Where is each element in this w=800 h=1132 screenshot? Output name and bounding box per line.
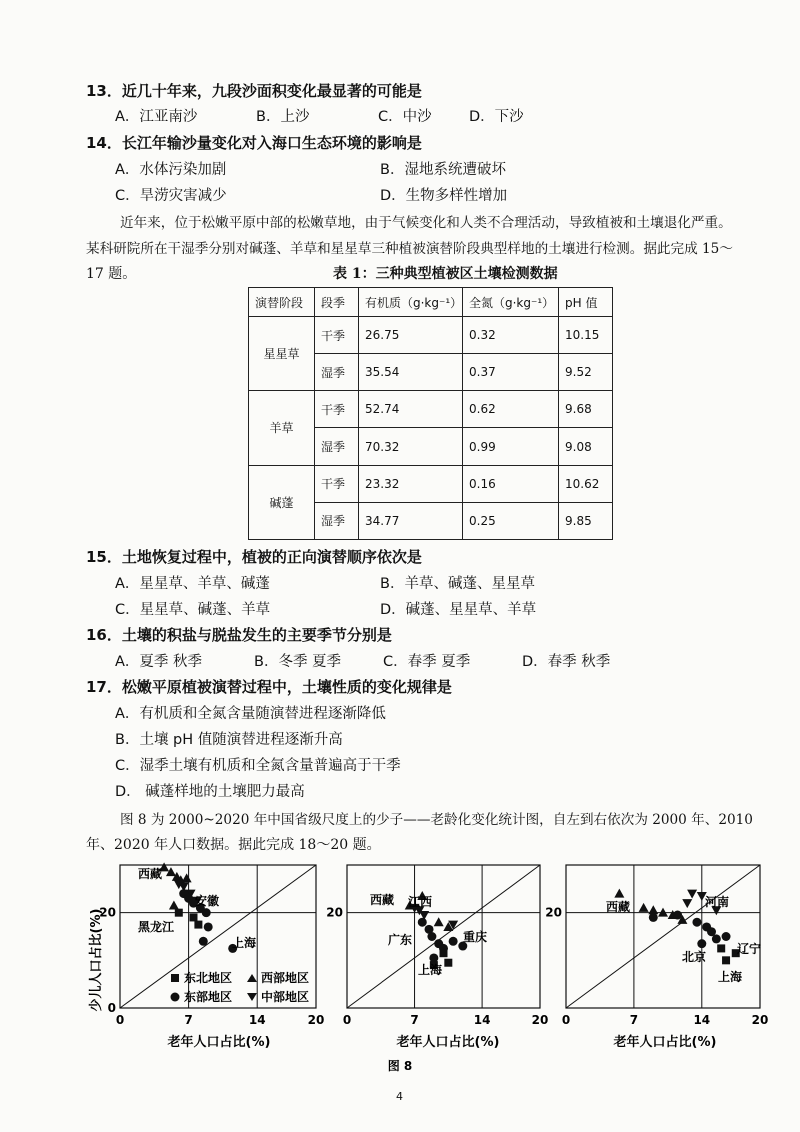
province-label: 重庆: [463, 930, 488, 944]
q17-option-b[interactable]: B．土壤 pH 值随演替进程逐渐升高: [115, 732, 343, 748]
chart-legend: [171, 970, 310, 1004]
x-tick-label: 14: [693, 1013, 711, 1027]
data-point-northeast: [190, 913, 198, 921]
chart-panel-2020: [545, 865, 768, 1027]
table-cell: 0.32: [463, 317, 559, 354]
legend-square-marker: [171, 974, 179, 982]
y-tick-label: 20: [545, 905, 562, 920]
data-point-northeast: [440, 949, 448, 957]
table-cell: 0.37: [463, 354, 559, 391]
data-point-east: [697, 939, 706, 948]
province-label: 西藏: [138, 867, 163, 881]
data-point-northeast: [444, 959, 452, 967]
figure-caption: 图 8: [387, 1059, 413, 1073]
table-cell: 干季: [315, 317, 359, 354]
x-tick-label: 14: [248, 1013, 266, 1027]
y-tick-label: 0: [107, 1001, 116, 1015]
table-cell: 0.99: [463, 428, 559, 465]
province-label: 辽宁: [737, 942, 762, 956]
data-point-west: [614, 889, 624, 898]
table-cell: 10.62: [559, 465, 613, 502]
q16-option-c[interactable]: C．春季 夏季: [383, 654, 471, 670]
q15-option-d[interactable]: D．碱蓬、星星草、羊草: [380, 602, 537, 618]
q16-option-d[interactable]: D．春季 秋季: [522, 654, 611, 670]
data-point-east: [722, 932, 731, 941]
q17-option-a[interactable]: A．有机质和全氮含量随演替进程逐渐降低: [115, 706, 386, 722]
x-axis-label: 老年人口占比(%): [396, 1035, 500, 1050]
x-tick-label: 0: [342, 1013, 352, 1027]
passage1-line3: 17 题。: [86, 266, 137, 282]
question-17-stem: 17．松嫩平原植被演替过程中，土壤性质的变化规律是: [86, 678, 452, 696]
data-point-east: [427, 932, 436, 941]
stage-cell: 羊草: [249, 391, 315, 465]
legend-inverted-triangle-marker: [247, 993, 257, 1001]
q17-option-d[interactable]: D． 碱蓬样地的土壤肥力最高: [115, 784, 305, 800]
data-point-east: [673, 911, 682, 920]
table-cell: 9.52: [559, 354, 613, 391]
table-header-row: [249, 288, 613, 317]
y-axis-label: 少儿人口占比(%): [89, 908, 104, 1012]
data-point-northeast: [175, 909, 183, 917]
table-header: 演替阶段: [249, 288, 315, 317]
data-point-east: [449, 937, 458, 946]
province-label: 上海: [718, 970, 743, 984]
legend-label: 中部地区: [261, 990, 310, 1004]
y-tick-label: 20: [99, 905, 116, 920]
legend-label: 东北地区: [184, 971, 233, 985]
data-point-east: [204, 922, 213, 931]
x-tick-label: 14: [473, 1013, 491, 1027]
province-label: 安徽: [195, 894, 220, 908]
data-point-east: [202, 908, 211, 917]
table-header: 全氮（g·kg⁻¹）: [463, 288, 559, 317]
table-cell: 0.16: [463, 465, 559, 502]
x-tick-label: 0: [561, 1013, 571, 1027]
table-caption: 表 1：三种典型植被区土壤检测数据: [333, 266, 558, 282]
soil-data-table: [248, 287, 613, 540]
passage2-line2: 年、2020 年人口数据。据此完成 18～20 题。: [86, 837, 381, 853]
data-point-west: [169, 901, 179, 910]
question-15-stem: 15．土地恢复过程中，植被的正向演替顺序依次是: [86, 548, 422, 566]
table-cell: 34.77: [359, 502, 463, 539]
province-label: 上海: [418, 963, 443, 977]
table-row: [249, 391, 613, 428]
q15-option-c[interactable]: C．星星草、碱蓬、羊草: [115, 602, 271, 618]
table-cell: 52.74: [359, 391, 463, 428]
legend-label: 东部地区: [184, 990, 233, 1004]
legend-label: 西部地区: [261, 971, 310, 985]
data-point-east: [712, 934, 721, 943]
q14-option-b[interactable]: B．湿地系统遭破坏: [380, 162, 506, 178]
province-label: 黑龙江: [138, 920, 175, 934]
legend-circle-marker: [171, 993, 180, 1002]
province-label: 北京: [682, 950, 707, 964]
table-cell: 0.25: [463, 502, 559, 539]
data-point-west: [434, 917, 444, 926]
passage2-line1: 图 8 为 2000~2020 年中国省级尺度上的少子——老龄化变化统计图，自左到右依次为 2000 年、2010: [120, 812, 753, 828]
table-cell: 9.08: [559, 428, 613, 465]
passage1-line1: 近年来，位于松嫩平原中部的松嫩草地，由于气候变化和人类不合理活动，导致植被和土壤退化严重。: [120, 215, 732, 231]
x-tick-label: 7: [184, 1013, 193, 1027]
x-axis-label: 老年人口占比(%): [167, 1035, 271, 1050]
table-cell: 70.32: [359, 428, 463, 465]
page-number: 4: [396, 1090, 403, 1103]
legend-triangle-marker: [247, 974, 257, 982]
q13-option-d[interactable]: D．下沙: [469, 109, 524, 125]
question-13-stem: 13．近几十年来，九段沙面积变化最显著的可能是: [86, 82, 422, 100]
question-14-stem: 14．长江年输沙量变化对入海口生态环境的影响是: [86, 134, 422, 152]
x-tick-label: 20: [307, 1013, 325, 1027]
province-label: 西藏: [370, 893, 395, 907]
q16-option-b[interactable]: B．冬季 夏季: [254, 654, 342, 670]
table-header: 段季: [315, 288, 359, 317]
figure-8: [0, 850, 800, 1080]
stage-cell: 星星草: [249, 317, 315, 391]
x-tick-label: 0: [115, 1013, 125, 1027]
data-point-east: [649, 913, 658, 922]
diagonal-line: [120, 865, 316, 1008]
diagonal-line: [566, 865, 760, 1008]
table-cell: 湿季: [315, 502, 359, 539]
table-cell: 10.15: [559, 317, 613, 354]
data-point-northeast: [722, 956, 730, 964]
data-point-east: [199, 937, 208, 946]
passage1-line2: 某科研院所在干湿季分别对碱蓬、羊草和星星草三种植被演替阶段典型样地的土壤进行检测。据此完成 15～: [86, 241, 733, 257]
q13-option-a[interactable]: A．江亚南沙: [115, 109, 198, 125]
table-cell: 湿季: [315, 354, 359, 391]
x-tick-label: 20: [531, 1013, 549, 1027]
q16-option-a[interactable]: A．夏季 秋季: [115, 654, 203, 670]
table-cell: 干季: [315, 391, 359, 428]
data-point-west: [639, 903, 649, 912]
data-point-central: [682, 899, 692, 908]
data-point-northeast: [717, 944, 725, 952]
table-cell: 23.32: [359, 465, 463, 502]
q15-option-a[interactable]: A．星星草、羊草、碱蓬: [115, 576, 270, 592]
province-label: 河南: [705, 895, 730, 909]
data-point-central: [687, 890, 697, 899]
province-label: 江西: [408, 895, 433, 909]
table-header: 有机质（g·kg⁻¹）: [359, 288, 463, 317]
x-axis-label: 老年人口占比(%): [613, 1035, 717, 1050]
diagonal-line: [347, 865, 540, 1008]
table-cell: 湿季: [315, 428, 359, 465]
table-row: [249, 465, 613, 502]
table-cell: 干季: [315, 465, 359, 502]
data-point-northeast: [194, 921, 202, 929]
table-cell: 26.75: [359, 317, 463, 354]
x-tick-label: 7: [410, 1013, 419, 1027]
stage-cell: 碱蓬: [249, 465, 315, 539]
province-label: 西藏: [606, 900, 631, 914]
q17-option-c[interactable]: C．湿季土壤有机质和全氮含量普遍高于干季: [115, 758, 401, 774]
q14-option-d[interactable]: D．生物多样性增加: [380, 188, 508, 204]
q14-option-a[interactable]: A．水体污染加剧: [115, 162, 227, 178]
q15-option-b[interactable]: B．羊草、碱蓬、星星草: [380, 576, 535, 592]
x-tick-label: 20: [751, 1013, 769, 1027]
table-cell: 0.62: [463, 391, 559, 428]
table-row: [249, 317, 613, 354]
table-cell: 35.54: [359, 354, 463, 391]
q13-option-b[interactable]: B．上沙: [256, 109, 310, 125]
data-point-east: [418, 918, 427, 927]
q13-option-c[interactable]: C．中沙: [378, 109, 432, 125]
data-point-east: [692, 918, 701, 927]
table-cell: 9.85: [559, 502, 613, 539]
chart-panel-2010: [326, 865, 548, 1027]
province-label: 广东: [388, 933, 413, 947]
y-tick-label: 20: [326, 905, 343, 920]
q14-option-c[interactable]: C．旱涝灾害减少: [115, 188, 227, 204]
province-label: 上海: [232, 936, 257, 950]
x-tick-label: 7: [629, 1013, 639, 1027]
table-cell: 9.68: [559, 391, 613, 428]
question-16-stem: 16．土壤的积盐与脱盐发生的主要季节分别是: [86, 626, 392, 644]
table-header: pH 值: [559, 288, 613, 317]
